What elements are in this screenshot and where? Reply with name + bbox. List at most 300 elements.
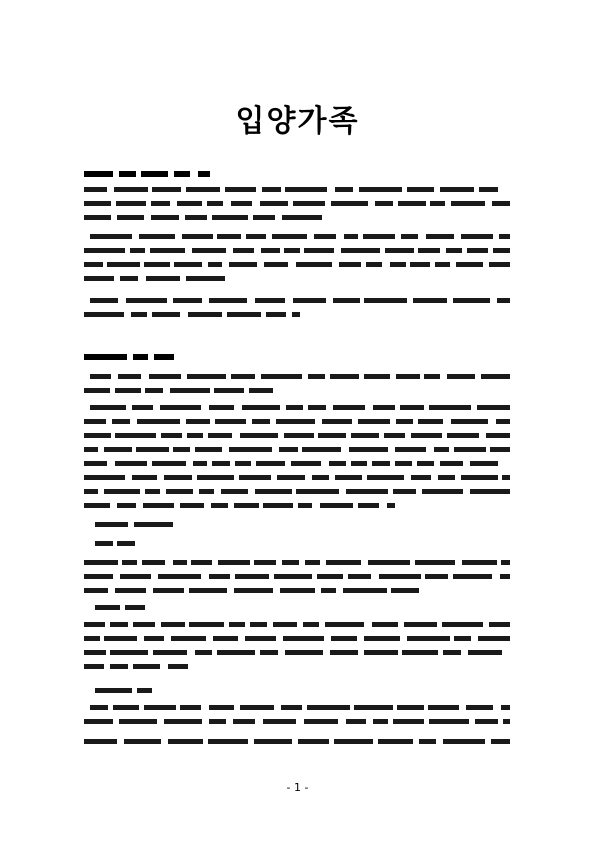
word-block (213, 636, 238, 641)
word-block (145, 388, 163, 393)
word-block (364, 636, 400, 641)
word-block (286, 405, 303, 410)
word-block (174, 171, 190, 177)
word-block (415, 560, 455, 565)
word-block (364, 298, 407, 303)
word-block (84, 354, 127, 360)
word-block (231, 201, 252, 206)
word-block (84, 433, 111, 438)
word-block (321, 588, 336, 593)
text-line (84, 215, 330, 220)
word-block (263, 503, 293, 508)
word-block (434, 447, 449, 452)
word-block (411, 433, 442, 438)
word-block (95, 541, 113, 546)
word-block (303, 622, 319, 627)
word-block (212, 215, 248, 220)
text-line (84, 475, 510, 480)
word-block (180, 705, 201, 710)
word-block (211, 503, 228, 508)
text-line (84, 201, 510, 206)
word-block (115, 433, 156, 438)
word-block (144, 636, 164, 641)
text-line (84, 719, 510, 724)
word-block (390, 262, 406, 267)
word-block (185, 215, 207, 220)
word-block (119, 719, 157, 724)
page-number: - 1 - (286, 781, 309, 794)
word-block (235, 574, 269, 579)
word-block (189, 588, 227, 593)
word-block (407, 187, 434, 192)
word-block (84, 388, 110, 393)
text-line (84, 739, 510, 744)
word-block (256, 461, 285, 466)
word-block (419, 739, 436, 744)
word-block (152, 461, 186, 466)
word-block (161, 622, 185, 627)
word-block (358, 503, 379, 508)
word-block (84, 262, 103, 267)
word-block (117, 541, 135, 546)
word-block (136, 447, 169, 452)
word-block (174, 262, 202, 267)
word-block (84, 650, 106, 655)
word-block (151, 201, 170, 206)
word-block (407, 636, 450, 641)
section-heading (84, 354, 180, 359)
word-block (284, 248, 300, 253)
word-block (110, 622, 128, 627)
word-block (293, 298, 326, 303)
word-block (209, 298, 247, 303)
word-block (122, 560, 137, 565)
word-block (217, 234, 241, 239)
text-line (90, 374, 510, 379)
text-line (90, 298, 510, 303)
word-block (90, 405, 126, 410)
word-block (296, 489, 339, 494)
word-block (186, 419, 210, 424)
word-block (90, 705, 108, 710)
word-block (133, 622, 155, 627)
word-block (84, 312, 124, 317)
word-block (422, 489, 463, 494)
word-block (272, 234, 307, 239)
word-block (499, 234, 510, 239)
word-block (395, 447, 426, 452)
word-block (115, 388, 141, 393)
word-block (118, 374, 141, 379)
word-block (264, 262, 288, 267)
word-block (84, 588, 108, 593)
word-block (462, 560, 497, 565)
word-block (173, 560, 187, 565)
word-block (481, 374, 510, 379)
word-block (150, 248, 185, 253)
word-block (262, 187, 281, 192)
word-block (84, 664, 104, 669)
word-block (477, 405, 510, 410)
word-block (239, 475, 271, 480)
word-block (453, 574, 492, 579)
word-block (114, 187, 148, 192)
word-block (411, 475, 431, 480)
word-block (84, 560, 118, 565)
word-block (84, 489, 98, 494)
word-block (144, 262, 170, 267)
word-block (212, 461, 230, 466)
text-line (84, 262, 510, 267)
word-block (235, 461, 251, 466)
word-block (208, 739, 248, 744)
word-block (296, 262, 332, 267)
word-block (240, 433, 278, 438)
word-block (418, 419, 443, 424)
word-block (372, 461, 390, 466)
word-block (318, 433, 346, 438)
word-block (454, 636, 471, 641)
word-block (339, 262, 361, 267)
word-block (354, 705, 393, 710)
word-block (417, 461, 434, 466)
word-block (307, 705, 350, 710)
word-block (260, 650, 278, 655)
word-block (84, 739, 117, 744)
word-block (293, 201, 325, 206)
word-block (240, 705, 274, 710)
sub-label (95, 605, 145, 610)
word-block (443, 739, 485, 744)
word-block (461, 234, 493, 239)
word-block (418, 248, 440, 253)
word-block (215, 419, 246, 424)
word-block (120, 574, 151, 579)
word-block (501, 560, 510, 565)
text-line (84, 574, 510, 579)
word-block (253, 215, 275, 220)
word-block (447, 433, 479, 438)
word-block (84, 503, 110, 508)
word-block (246, 234, 266, 239)
text-line (84, 312, 300, 317)
word-block (273, 622, 297, 627)
word-block (153, 588, 184, 593)
text-line (90, 705, 510, 710)
word-block (189, 622, 224, 627)
word-block (84, 187, 107, 192)
word-block (171, 636, 206, 641)
sub-label (95, 541, 135, 546)
word-block (346, 489, 388, 494)
word-block (161, 433, 182, 438)
word-block (440, 461, 463, 466)
word-block (198, 171, 210, 177)
word-block (207, 201, 223, 206)
word-block (359, 187, 402, 192)
word-block (475, 719, 498, 724)
word-block (461, 475, 498, 480)
word-block (396, 419, 413, 424)
page-title: 입양가족 (235, 104, 360, 139)
word-block (209, 705, 234, 710)
word-block (479, 187, 498, 192)
word-block (166, 489, 193, 494)
word-block (182, 234, 213, 239)
word-block (501, 705, 510, 710)
word-block (282, 560, 299, 565)
word-block (146, 276, 180, 281)
word-block (385, 248, 414, 253)
word-block (173, 298, 202, 303)
word-block (245, 636, 276, 641)
section-heading (84, 171, 210, 176)
word-block (195, 447, 222, 452)
word-block (375, 201, 393, 206)
text-line (84, 187, 510, 192)
word-block (292, 312, 300, 317)
word-block (137, 688, 152, 693)
word-block (134, 522, 173, 527)
word-block (191, 560, 212, 565)
word-block (170, 388, 210, 393)
word-block (187, 374, 226, 379)
word-block (110, 650, 148, 655)
word-block (197, 475, 234, 480)
word-block (208, 262, 222, 267)
text-line (84, 388, 275, 393)
word-block (188, 312, 222, 317)
word-block (261, 248, 280, 253)
word-block (279, 447, 298, 452)
text-line (84, 248, 510, 253)
word-block (312, 475, 329, 480)
word-block (351, 433, 379, 438)
text-line (84, 503, 395, 508)
word-block (104, 447, 132, 452)
word-block (440, 187, 474, 192)
word-block (173, 447, 190, 452)
word-block (133, 354, 148, 360)
word-block (401, 234, 418, 239)
word-block (132, 405, 153, 410)
word-block (231, 374, 255, 379)
text-line (84, 650, 510, 655)
word-block (446, 248, 462, 253)
text-line (84, 622, 510, 627)
word-block (367, 475, 404, 480)
word-block (343, 588, 387, 593)
word-block (84, 276, 114, 281)
word-block (233, 719, 255, 724)
word-block (424, 374, 440, 379)
word-block (160, 405, 201, 410)
word-block (112, 419, 130, 424)
word-block (255, 298, 285, 303)
word-block (95, 522, 128, 527)
word-block (132, 475, 157, 480)
word-block (249, 388, 273, 393)
word-block (120, 276, 138, 281)
word-block (90, 234, 132, 239)
word-block (402, 650, 438, 655)
word-block (396, 374, 420, 379)
word-block (84, 461, 107, 466)
word-block (84, 419, 106, 424)
word-block (126, 298, 167, 303)
word-block (84, 574, 113, 579)
word-block (260, 201, 288, 206)
word-block (341, 248, 380, 253)
word-block (143, 503, 174, 508)
word-block (218, 560, 250, 565)
word-block (84, 447, 98, 452)
word-block (229, 262, 257, 267)
word-block (95, 605, 120, 610)
word-block (372, 622, 398, 627)
word-block (158, 574, 201, 579)
word-block (192, 248, 226, 253)
word-block (285, 650, 323, 655)
word-block (84, 201, 111, 206)
word-block (314, 234, 336, 239)
word-block (119, 171, 136, 177)
word-block (291, 461, 321, 466)
word-block (285, 187, 327, 192)
word-block (274, 574, 312, 579)
word-block (144, 705, 176, 710)
text-line (84, 489, 510, 494)
word-block (115, 461, 147, 466)
word-block (302, 447, 341, 452)
word-block (478, 636, 510, 641)
text-line (84, 433, 510, 438)
word-block (263, 719, 296, 724)
word-block (410, 262, 430, 267)
word-block (346, 719, 366, 724)
word-block (500, 574, 510, 579)
word-block (330, 374, 359, 379)
word-block (282, 215, 322, 220)
word-block (467, 248, 488, 253)
word-block (152, 312, 180, 317)
word-block (84, 248, 125, 253)
word-block (164, 719, 202, 724)
word-block (199, 489, 214, 494)
text-line (84, 419, 510, 424)
word-block (364, 374, 390, 379)
word-block (326, 560, 361, 565)
word-block (214, 388, 244, 393)
word-block (221, 489, 248, 494)
word-block (84, 636, 100, 641)
word-block (497, 298, 510, 303)
word-block (90, 298, 118, 303)
word-block (254, 560, 276, 565)
word-block (152, 187, 181, 192)
word-block (489, 622, 510, 627)
word-block (234, 503, 259, 508)
word-block (107, 262, 140, 267)
word-block (486, 433, 510, 438)
word-block (117, 503, 136, 508)
word-block (400, 405, 424, 410)
word-block (84, 719, 113, 724)
word-block (451, 419, 488, 424)
word-block (373, 719, 388, 724)
word-block (393, 489, 416, 494)
word-block (373, 405, 395, 410)
word-block (443, 650, 461, 655)
word-block (266, 312, 286, 317)
word-block (208, 433, 232, 438)
word-block (304, 719, 338, 724)
word-block (217, 650, 255, 655)
word-block (255, 489, 292, 494)
word-block (425, 574, 448, 579)
word-block (413, 298, 447, 303)
text-line (84, 447, 510, 452)
word-block (229, 447, 272, 452)
word-block (305, 560, 320, 565)
word-block (378, 739, 413, 744)
word-block (393, 719, 424, 724)
word-block (277, 475, 305, 480)
word-block (164, 475, 192, 480)
word-block (137, 419, 180, 424)
word-block (317, 574, 343, 579)
word-block (234, 588, 273, 593)
word-block (330, 650, 358, 655)
word-block (113, 705, 139, 710)
word-block (193, 461, 207, 466)
word-block (125, 605, 145, 610)
word-block (84, 475, 125, 480)
word-block (180, 503, 204, 508)
word-block (491, 739, 510, 744)
word-block (84, 171, 113, 177)
word-block (335, 187, 353, 192)
word-block (489, 262, 510, 267)
text-line (84, 461, 510, 466)
word-block (298, 503, 312, 508)
word-block (84, 622, 105, 627)
word-block (130, 248, 145, 253)
word-block (453, 298, 490, 303)
word-block (154, 354, 174, 360)
word-block (454, 447, 486, 452)
word-block (384, 433, 405, 438)
word-block (209, 405, 234, 410)
word-block (426, 234, 454, 239)
text-line (84, 664, 188, 669)
word-block (117, 215, 144, 220)
word-block (186, 187, 220, 192)
word-block (366, 262, 382, 267)
word-block (363, 234, 395, 239)
word-block (209, 719, 226, 724)
sub-label (95, 688, 152, 693)
word-block (104, 489, 140, 494)
word-block (429, 405, 471, 410)
word-block (333, 298, 360, 303)
word-block (451, 201, 485, 206)
word-block (322, 419, 352, 424)
word-block (139, 234, 175, 239)
word-block (280, 588, 315, 593)
word-block (195, 650, 212, 655)
word-block (250, 622, 267, 627)
